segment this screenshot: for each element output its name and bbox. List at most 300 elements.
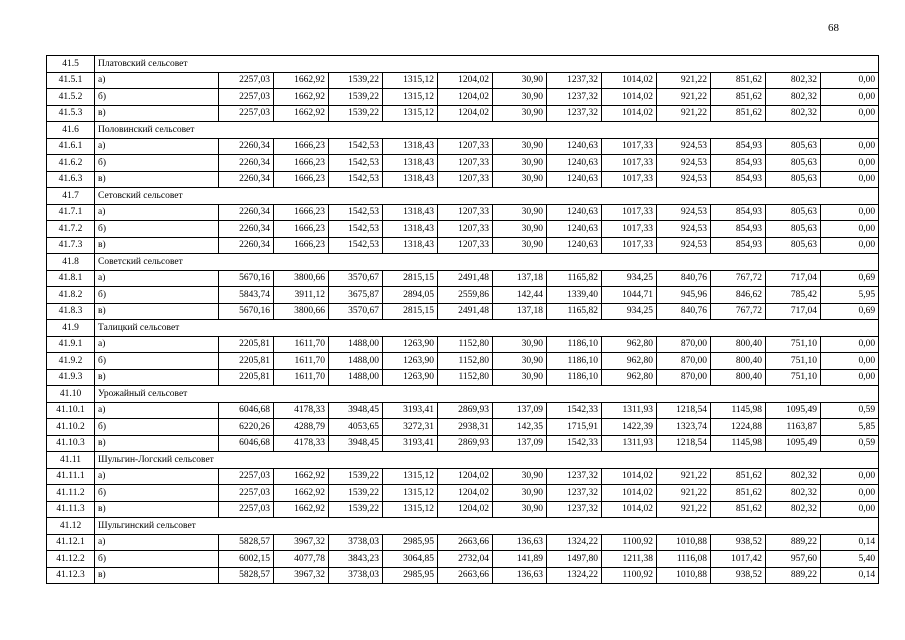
value-cell: 870,00 [657,353,711,370]
section-title: Урожайный сельсовет [95,386,879,403]
table-row [47,237,879,254]
value-cell: 1715,91 [547,419,602,436]
value-cell: 1662,92 [274,89,329,106]
value-cell: 851,62 [711,105,766,122]
value-cell: 1204,02 [438,72,493,89]
row-label: б) [95,485,219,502]
value-cell: 802,32 [766,89,821,106]
value-cell: 0,00 [821,369,879,386]
value-cell: 30,90 [493,155,547,172]
value-cell: 921,22 [657,105,711,122]
table-row [47,369,879,386]
section-header-row [47,188,879,205]
value-cell: 6220,26 [219,419,274,436]
value-cell: 2869,93 [438,435,493,452]
value-cell: 1315,12 [383,89,438,106]
value-cell: 1237,32 [547,468,602,485]
value-cell: 3193,41 [383,435,438,452]
value-cell: 846,62 [711,287,766,304]
value-cell: 141,89 [493,551,547,568]
value-cell: 1542,53 [329,171,383,188]
value-cell: 1662,92 [274,468,329,485]
row-label: в) [95,105,219,122]
page-number: 68 [828,22,839,34]
value-cell: 2260,34 [219,155,274,172]
value-cell: 4053,65 [329,419,383,436]
table-row [47,155,879,172]
value-cell: 1100,92 [602,567,657,584]
value-cell: 854,93 [711,171,766,188]
value-cell: 938,52 [711,567,766,584]
value-cell: 921,22 [657,468,711,485]
value-cell: 1662,92 [274,501,329,518]
value-cell: 1318,43 [383,155,438,172]
section-code: 41.11 [47,452,95,469]
value-cell: 2260,34 [219,204,274,221]
value-cell: 1315,12 [383,501,438,518]
value-cell: 1318,43 [383,237,438,254]
section-header-row [47,56,879,73]
value-cell: 2205,81 [219,369,274,386]
value-cell: 1318,43 [383,138,438,155]
value-cell: 3800,66 [274,303,329,320]
value-cell: 3570,67 [329,303,383,320]
value-cell: 854,93 [711,221,766,238]
value-cell: 3948,45 [329,402,383,419]
value-cell: 1662,92 [274,72,329,89]
value-cell: 1666,23 [274,155,329,172]
value-cell: 800,40 [711,369,766,386]
value-cell: 802,32 [766,468,821,485]
value-cell: 851,62 [711,501,766,518]
value-cell: 2815,15 [383,303,438,320]
value-cell: 1204,02 [438,501,493,518]
value-cell: 1186,10 [547,369,602,386]
value-cell: 1218,54 [657,402,711,419]
value-cell: 30,90 [493,369,547,386]
value-cell: 1324,22 [547,567,602,584]
value-cell: 1204,02 [438,105,493,122]
row-code: 41.5.3 [47,105,95,122]
value-cell: 0,00 [821,336,879,353]
value-cell: 0,59 [821,402,879,419]
value-cell: 1237,32 [547,501,602,518]
table-row [47,551,879,568]
value-cell: 6046,68 [219,435,274,452]
value-cell: 945,96 [657,287,711,304]
row-code: 41.8.1 [47,270,95,287]
table-row [47,419,879,436]
value-cell: 751,10 [766,353,821,370]
value-cell: 1542,53 [329,204,383,221]
row-code: 41.11.2 [47,485,95,502]
value-cell: 2257,03 [219,485,274,502]
table-row [47,501,879,518]
value-cell: 1324,22 [547,534,602,551]
row-code: 41.9.3 [47,369,95,386]
value-cell: 1488,00 [329,336,383,353]
row-code: 41.6.1 [47,138,95,155]
value-cell: 854,93 [711,155,766,172]
value-cell: 767,72 [711,270,766,287]
value-cell: 0,14 [821,534,879,551]
value-cell: 934,25 [602,270,657,287]
value-cell: 2205,81 [219,336,274,353]
section-header-row [47,386,879,403]
value-cell: 1263,90 [383,336,438,353]
table-row [47,303,879,320]
value-cell: 3948,45 [329,435,383,452]
section-code: 41.9 [47,320,95,337]
value-cell: 2257,03 [219,501,274,518]
value-cell: 0,00 [821,89,879,106]
value-cell: 6046,68 [219,402,274,419]
row-code: 41.5.2 [47,89,95,106]
value-cell: 1014,02 [602,72,657,89]
value-cell: 1263,90 [383,353,438,370]
row-label: в) [95,369,219,386]
value-cell: 1207,33 [438,221,493,238]
row-label: в) [95,435,219,452]
value-cell: 2260,34 [219,221,274,238]
value-cell: 1204,02 [438,468,493,485]
row-label: б) [95,419,219,436]
value-cell: 30,90 [493,485,547,502]
value-cell: 0,00 [821,138,879,155]
value-cell: 5670,16 [219,270,274,287]
value-cell: 802,32 [766,105,821,122]
section-title: Советский сельсовет [95,254,879,271]
value-cell: 2257,03 [219,89,274,106]
value-cell: 4288,79 [274,419,329,436]
table-row [47,105,879,122]
value-cell: 1315,12 [383,485,438,502]
value-cell: 2257,03 [219,72,274,89]
section-title: Шульгинский сельсовет [95,518,879,535]
value-cell: 802,32 [766,485,821,502]
value-cell: 1240,63 [547,204,602,221]
table-row [47,171,879,188]
value-cell: 1311,93 [602,435,657,452]
value-cell: 1152,80 [438,353,493,370]
value-cell: 1318,43 [383,221,438,238]
table-row [47,435,879,452]
value-cell: 1017,33 [602,138,657,155]
row-code: 41.7.3 [47,237,95,254]
value-cell: 1186,10 [547,336,602,353]
value-cell: 2257,03 [219,468,274,485]
value-cell: 2260,34 [219,237,274,254]
value-cell: 3193,41 [383,402,438,419]
value-cell: 137,18 [493,303,547,320]
value-cell: 1315,12 [383,72,438,89]
row-code: 41.8.3 [47,303,95,320]
value-cell: 1218,54 [657,435,711,452]
value-cell: 1666,23 [274,221,329,238]
value-cell: 1145,98 [711,435,766,452]
value-cell: 137,09 [493,435,547,452]
value-cell: 1611,70 [274,353,329,370]
value-cell: 1311,93 [602,402,657,419]
value-cell: 0,14 [821,567,879,584]
value-cell: 751,10 [766,336,821,353]
value-cell: 1014,02 [602,468,657,485]
value-cell: 1539,22 [329,105,383,122]
value-cell: 3064,85 [383,551,438,568]
value-cell: 1240,63 [547,221,602,238]
value-cell: 1224,88 [711,419,766,436]
value-cell: 5828,57 [219,534,274,551]
value-cell: 4178,33 [274,435,329,452]
value-cell: 924,53 [657,138,711,155]
value-cell: 924,53 [657,155,711,172]
row-code: 41.11.3 [47,501,95,518]
value-cell: 1542,53 [329,221,383,238]
value-cell: 717,04 [766,303,821,320]
value-cell: 805,63 [766,155,821,172]
value-cell: 30,90 [493,89,547,106]
value-cell: 1010,88 [657,534,711,551]
section-title: Платовский сельсовет [95,56,879,73]
value-cell: 2491,48 [438,270,493,287]
value-cell: 30,90 [493,138,547,155]
value-cell: 854,93 [711,138,766,155]
section-code: 41.8 [47,254,95,271]
row-label: б) [95,287,219,304]
row-label: в) [95,237,219,254]
value-cell: 1237,32 [547,485,602,502]
value-cell: 1237,32 [547,89,602,106]
value-cell: 1014,02 [602,501,657,518]
value-cell: 1116,08 [657,551,711,568]
value-cell: 717,04 [766,270,821,287]
value-cell: 1095,49 [766,435,821,452]
value-cell: 1044,71 [602,287,657,304]
value-cell: 851,62 [711,89,766,106]
value-cell: 1263,90 [383,369,438,386]
value-cell: 870,00 [657,369,711,386]
value-cell: 1240,63 [547,237,602,254]
value-cell: 1237,32 [547,72,602,89]
value-cell: 3738,03 [329,534,383,551]
row-code: 41.9.2 [47,353,95,370]
value-cell: 1017,33 [602,237,657,254]
value-cell: 805,63 [766,138,821,155]
value-cell: 5,95 [821,287,879,304]
value-cell: 1207,33 [438,171,493,188]
value-cell: 2260,34 [219,138,274,155]
value-cell: 30,90 [493,336,547,353]
value-cell: 1542,53 [329,155,383,172]
section-code: 41.5 [47,56,95,73]
value-cell: 30,90 [493,105,547,122]
value-cell: 934,25 [602,303,657,320]
value-cell: 0,00 [821,155,879,172]
value-cell: 1017,33 [602,221,657,238]
value-cell: 5828,57 [219,567,274,584]
section-code: 41.7 [47,188,95,205]
value-cell: 4178,33 [274,402,329,419]
value-cell: 6002,15 [219,551,274,568]
value-cell: 2559,86 [438,287,493,304]
table-row [47,221,879,238]
value-cell: 1165,82 [547,303,602,320]
table-row [47,270,879,287]
value-cell: 2985,95 [383,567,438,584]
value-cell: 805,63 [766,171,821,188]
row-label: а) [95,138,219,155]
row-label: а) [95,204,219,221]
value-cell: 0,00 [821,204,879,221]
value-cell: 889,22 [766,534,821,551]
value-cell: 30,90 [493,171,547,188]
value-cell: 1204,02 [438,485,493,502]
table-row [47,287,879,304]
value-cell: 1240,63 [547,138,602,155]
value-cell: 0,00 [821,105,879,122]
value-cell: 1207,33 [438,237,493,254]
value-cell: 30,90 [493,237,547,254]
value-cell: 3843,23 [329,551,383,568]
value-cell: 1017,33 [602,204,657,221]
value-cell: 2815,15 [383,270,438,287]
value-cell: 1240,63 [547,155,602,172]
value-cell: 1165,82 [547,270,602,287]
section-header-row [47,452,879,469]
table-row [47,468,879,485]
value-cell: 5,40 [821,551,879,568]
value-cell: 0,00 [821,468,879,485]
table-row [47,567,879,584]
value-cell: 0,00 [821,171,879,188]
value-cell: 1488,00 [329,353,383,370]
value-cell: 1315,12 [383,105,438,122]
value-cell: 2732,04 [438,551,493,568]
value-cell: 1318,43 [383,171,438,188]
value-cell: 802,32 [766,501,821,518]
value-cell: 889,22 [766,567,821,584]
table-row [47,353,879,370]
value-cell: 962,80 [602,353,657,370]
value-cell: 2205,81 [219,353,274,370]
value-cell: 1186,10 [547,353,602,370]
value-cell: 805,63 [766,204,821,221]
row-code: 41.10.2 [47,419,95,436]
value-cell: 136,63 [493,534,547,551]
value-cell: 854,93 [711,237,766,254]
value-cell: 854,93 [711,204,766,221]
row-label: а) [95,468,219,485]
value-cell: 1017,33 [602,155,657,172]
section-code: 41.10 [47,386,95,403]
section-title: Талицкий сельсовет [95,320,879,337]
value-cell: 1014,02 [602,89,657,106]
table-row [47,336,879,353]
value-cell: 800,40 [711,353,766,370]
value-cell: 1100,92 [602,534,657,551]
row-code: 41.6.3 [47,171,95,188]
value-cell: 962,80 [602,336,657,353]
value-cell: 1542,33 [547,402,602,419]
value-cell: 1010,88 [657,567,711,584]
value-cell: 1095,49 [766,402,821,419]
value-cell: 0,69 [821,270,879,287]
value-cell: 1611,70 [274,336,329,353]
value-cell: 1497,80 [547,551,602,568]
value-cell: 840,76 [657,270,711,287]
value-cell: 2491,48 [438,303,493,320]
value-cell: 921,22 [657,72,711,89]
value-cell: 1240,63 [547,171,602,188]
value-cell: 3272,31 [383,419,438,436]
value-cell: 2938,31 [438,419,493,436]
value-cell: 1542,53 [329,138,383,155]
value-cell: 1666,23 [274,204,329,221]
table-row [47,72,879,89]
value-cell: 957,60 [766,551,821,568]
table-row [47,534,879,551]
value-cell: 851,62 [711,72,766,89]
value-cell: 1662,92 [274,485,329,502]
row-label: а) [95,534,219,551]
tariff-table [46,55,879,584]
value-cell: 751,10 [766,369,821,386]
value-cell: 2985,95 [383,534,438,551]
value-cell: 142,44 [493,287,547,304]
value-cell: 5670,16 [219,303,274,320]
value-cell: 3738,03 [329,567,383,584]
value-cell: 0,59 [821,435,879,452]
value-cell: 137,09 [493,402,547,419]
value-cell: 1152,80 [438,369,493,386]
value-cell: 1207,33 [438,138,493,155]
row-code: 41.5.1 [47,72,95,89]
value-cell: 1323,74 [657,419,711,436]
value-cell: 1539,22 [329,485,383,502]
value-cell: 3800,66 [274,270,329,287]
section-header-row [47,320,879,337]
value-cell: 0,00 [821,501,879,518]
row-label: а) [95,72,219,89]
value-cell: 1163,87 [766,419,821,436]
value-cell: 767,72 [711,303,766,320]
section-code: 41.12 [47,518,95,535]
value-cell: 30,90 [493,353,547,370]
value-cell: 2869,93 [438,402,493,419]
value-cell: 30,90 [493,501,547,518]
value-cell: 2257,03 [219,105,274,122]
table-body [47,56,879,584]
row-code: 41.10.1 [47,402,95,419]
row-label: б) [95,221,219,238]
value-cell: 921,22 [657,89,711,106]
value-cell: 142,35 [493,419,547,436]
value-cell: 1542,53 [329,237,383,254]
section-code: 41.6 [47,122,95,139]
value-cell: 851,62 [711,468,766,485]
row-code: 41.11.1 [47,468,95,485]
value-cell: 1666,23 [274,237,329,254]
value-cell: 5,85 [821,419,879,436]
row-label: а) [95,336,219,353]
value-cell: 3570,67 [329,270,383,287]
value-cell: 851,62 [711,485,766,502]
value-cell: 1014,02 [602,485,657,502]
value-cell: 1318,43 [383,204,438,221]
value-cell: 1611,70 [274,369,329,386]
value-cell: 30,90 [493,468,547,485]
value-cell: 0,69 [821,303,879,320]
